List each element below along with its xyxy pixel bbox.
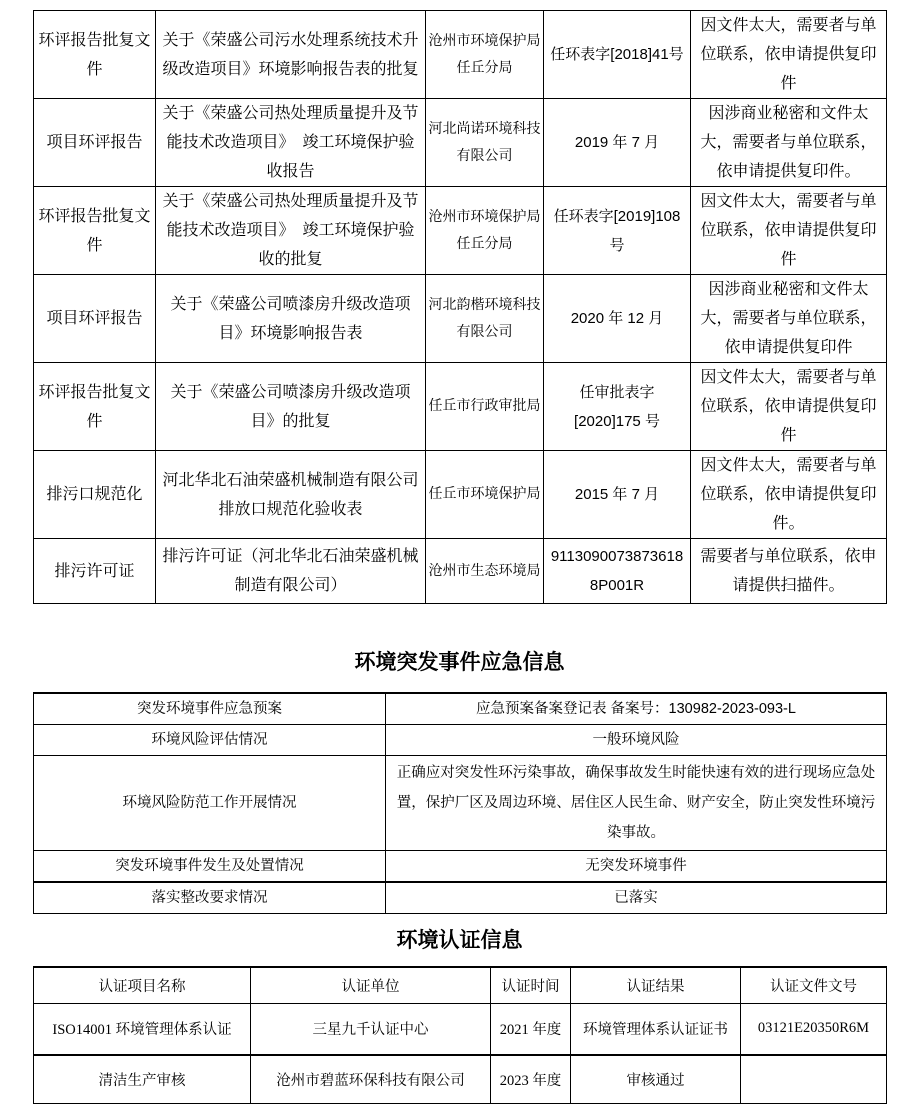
record-number: 任审批表字[2020]175 号 [544, 363, 691, 451]
record-row-3 [34, 187, 887, 275]
emergency-value: 一般环境风险 [386, 725, 887, 756]
record-row-2 [34, 99, 887, 187]
record-note: 因文件太大，需要者与单位联系，依申请提供复印件 [691, 11, 887, 99]
certification-header-time: 认证时间 [491, 967, 571, 1003]
record-title: 关于《荣盛公司喷漆房升级改造项目》环境影响报告表 [156, 275, 426, 363]
record-note: 因涉商业秘密和文件太大，需要者与单位联系，依申请提供复印件 [691, 275, 887, 363]
record-title: 河北华北石油荣盛机械制造有限公司排放口规范化验收表 [156, 451, 426, 539]
record-title: 关于《荣盛公司热处理质量提升及节能技术改造项目》 竣工环境保护验收报告 [156, 99, 426, 187]
emergency-label: 突发环境事件发生及处置情况 [34, 851, 386, 883]
record-agency: 沧州市环境保护局任丘分局 [426, 187, 544, 275]
emergency-row-3 [34, 756, 887, 851]
record-number: 2020 年 12 月 [544, 275, 691, 363]
certification-row-2 [34, 1055, 887, 1103]
certification-time: 2023 年度 [491, 1055, 571, 1103]
record-title: 关于《荣盛公司热处理质量提升及节能技术改造项目》 竣工环境保护验收的批复 [156, 187, 426, 275]
record-category: 环评报告批复文件 [34, 11, 156, 99]
record-note: 因文件太大，需要者与单位联系，依申请提供复印件。 [691, 451, 887, 539]
record-agency: 任丘市环境保护局 [426, 451, 544, 539]
record-title: 关于《荣盛公司污水处理系统技术升级改造项目》环境影响报告表的批复 [156, 11, 426, 99]
certification-header-result: 认证结果 [571, 967, 741, 1003]
emergency-value: 应急预案备案登记表 备案号：130982-2023-093-L [386, 693, 887, 725]
record-number: 2019 年 7 月 [544, 99, 691, 187]
record-agency: 河北尚诺环境科技有限公司 [426, 99, 544, 187]
certification-result: 环境管理体系认证证书 [571, 1003, 741, 1055]
certification-name: ISO14001 环境管理体系认证 [34, 1003, 251, 1055]
certification-time: 2021 年度 [491, 1003, 571, 1055]
record-row-5 [34, 363, 887, 451]
certification-header-agency: 认证单位 [251, 967, 491, 1003]
certification-result: 审核通过 [571, 1055, 741, 1103]
certification-row-1 [34, 1003, 887, 1055]
emergency-value: 无突发环境事件 [386, 851, 887, 883]
emergency-value: 已落实 [386, 882, 887, 914]
emergency-label: 落实整改要求情况 [34, 882, 386, 914]
emergency-row-2 [34, 725, 887, 756]
emergency-info-table [33, 692, 887, 914]
record-number: 任环表字[2018]41号 [544, 11, 691, 99]
record-agency: 任丘市行政审批局 [426, 363, 544, 451]
record-title: 排污许可证（河北华北石油荣盛机械制造有限公司） [156, 539, 426, 604]
certification-agency: 三星九千认证中心 [251, 1003, 491, 1055]
record-category: 排污许可证 [34, 539, 156, 604]
record-row-7 [34, 539, 887, 604]
record-agency: 河北韵楷环境科技有限公司 [426, 275, 544, 363]
certification-agency: 沧州市碧蓝环保科技有限公司 [251, 1055, 491, 1103]
emergency-row-4 [34, 851, 887, 883]
environmental-records-table [33, 10, 887, 604]
certification-section-title: 环境认证信息 [396, 928, 523, 952]
record-title: 关于《荣盛公司喷漆房升级改造项目》的批复 [156, 363, 426, 451]
certification-header-name: 认证项目名称 [34, 967, 251, 1003]
record-category: 环评报告批复文件 [34, 363, 156, 451]
emergency-row-5 [34, 882, 887, 914]
emergency-value: 正确应对突发性环污染事故，确保事故发生时能快速有效的进行现场应急处置，保护厂区及周边环境、居住区人民生命、财产安全，防止突发性环境污染事故。 [386, 756, 887, 851]
emergency-section-title: 环境突发事件应急信息 [354, 650, 565, 674]
emergency-row-1 [34, 693, 887, 725]
record-note: 因涉商业秘密和文件太大，需要者与单位联系，依申请提供复印件。 [691, 99, 887, 187]
record-category: 项目环评报告 [34, 99, 156, 187]
record-note: 因文件太大，需要者与单位联系，依申请提供复印件 [691, 187, 887, 275]
record-number: 91130900738736188P001R [544, 539, 691, 604]
record-category: 排污口规范化 [34, 451, 156, 539]
certification-table [33, 966, 887, 1104]
record-row-6 [34, 451, 887, 539]
certification-header-doc-no: 认证文件文号 [741, 967, 887, 1003]
certification-doc-no: 03121E20350R6M [741, 1003, 887, 1055]
certification-doc-no [741, 1055, 887, 1103]
emergency-label: 突发环境事件应急预案 [34, 693, 386, 725]
record-number: 2015 年 7 月 [544, 451, 691, 539]
certification-header-row [34, 967, 887, 1003]
record-note: 因文件太大，需要者与单位联系，依申请提供复印件 [691, 363, 887, 451]
emergency-label: 环境风险评估情况 [34, 725, 386, 756]
record-row-4 [34, 275, 887, 363]
record-note: 需要者与单位联系，依申请提供扫描件。 [691, 539, 887, 604]
emergency-label: 环境风险防范工作开展情况 [34, 756, 386, 851]
record-row-1 [34, 11, 887, 99]
record-agency: 沧州市环境保护局任丘分局 [426, 11, 544, 99]
record-category: 项目环评报告 [34, 275, 156, 363]
certification-name: 清洁生产审核 [34, 1055, 251, 1103]
record-number: 任环表字[2019]108号 [544, 187, 691, 275]
record-agency: 沧州市生态环境局 [426, 539, 544, 604]
record-category: 环评报告批复文件 [34, 187, 156, 275]
